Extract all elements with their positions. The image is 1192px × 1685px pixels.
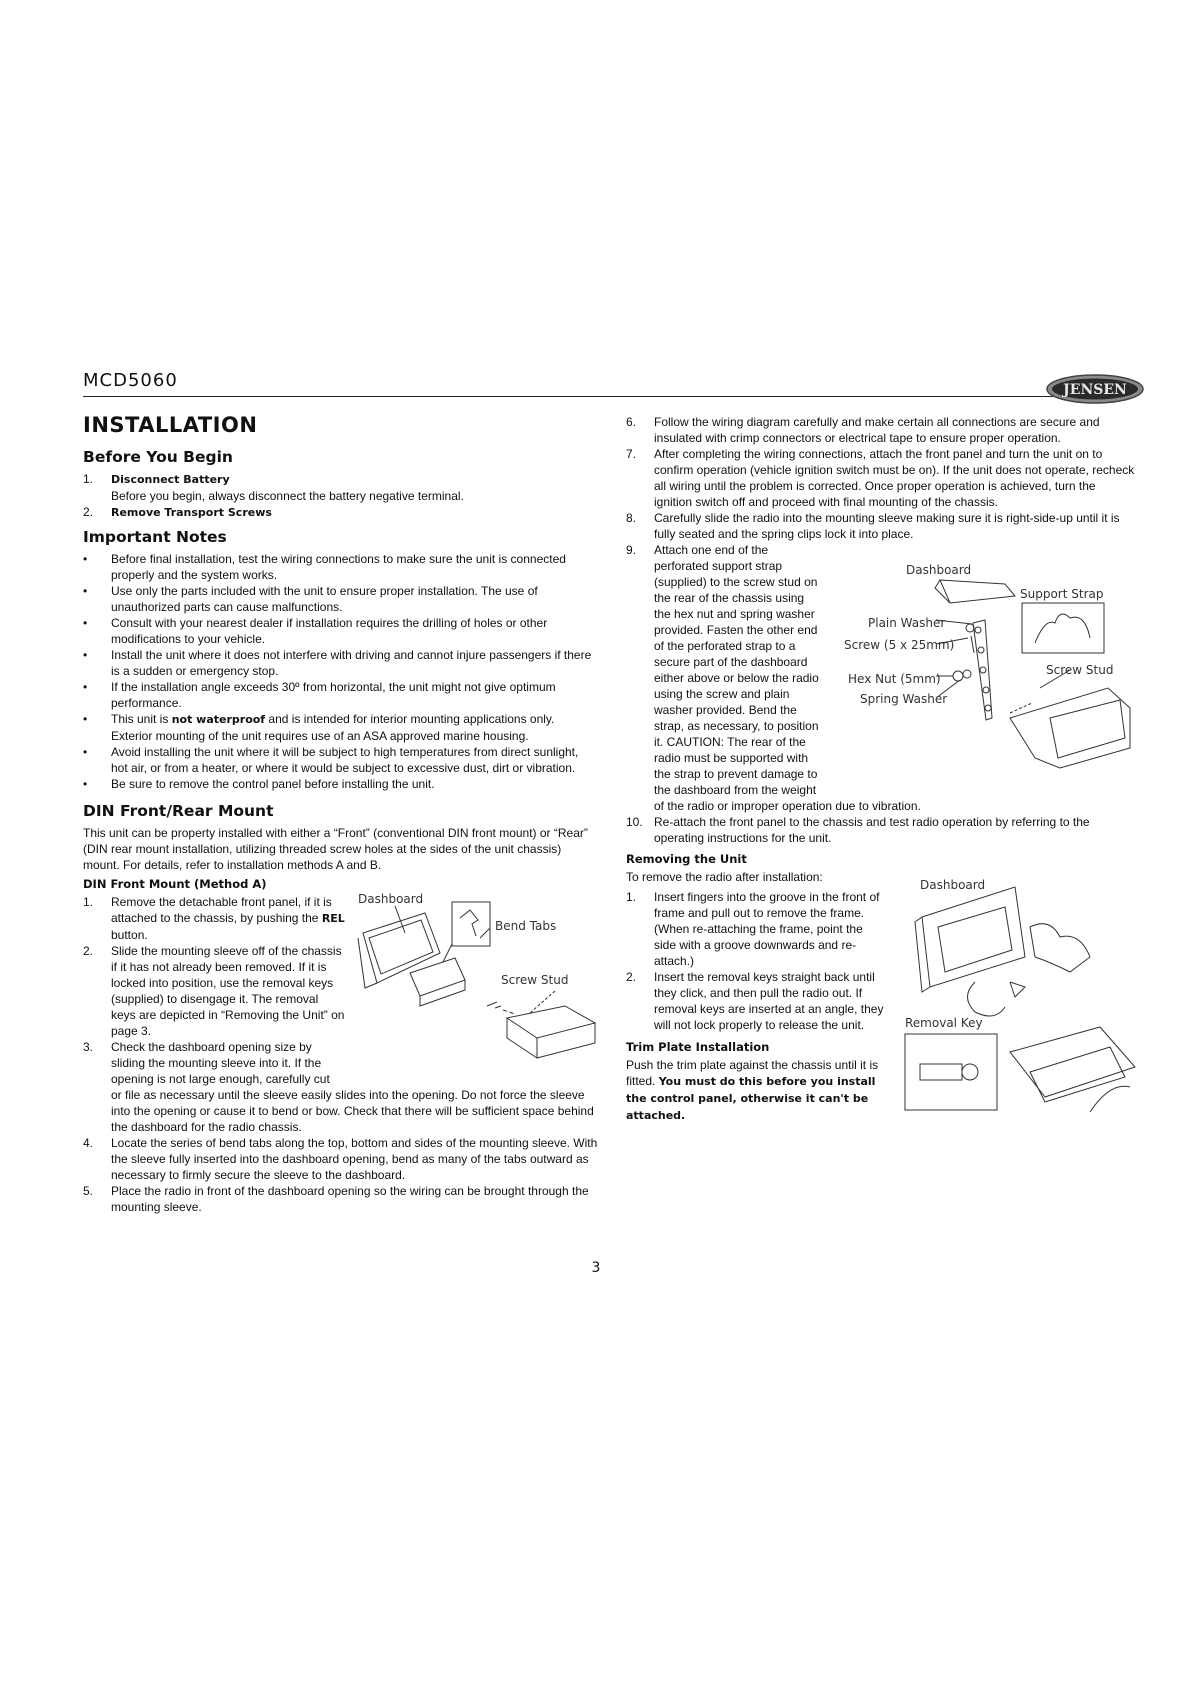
remove-step: 2. Insert the removal keys straight back until they click, and then pull the radio out. If removal keys are inserted at an angle, they will not lock properly to release the unit. [626,970,884,1032]
before-heading: Before You Begin [83,448,233,466]
removal-diagram [900,872,1145,1140]
method-step: 4. Locate the series of bend tabs along the top, bottom and sides of the mounting sleeve. With the sleeve fully inserted into the dashboard opening, bend as many of the tabs outward as necessary to firmly secure the sleeve to the dashboard. [83,1136,598,1182]
removing-intro: To remove the radio after installation: [626,870,823,884]
fig-label-support-strap: Support Strap [1020,587,1104,601]
remove-step: 1. Insert fingers into the groove in the front of frame and pull out to remove the frame. (When re-attaching the frame, point the side with a groove downwards and re-attach.) [626,890,880,968]
note-item: • Before final installation, test the wiring connections to make sure the unit is connected properly and the system works. [83,552,566,582]
note-item: • Avoid installing the unit where it will be subject to high temperatures from direct sunlight, hot air, or from a heater, or where it would be subject to excessive dust, dirt or vibration. [83,745,579,775]
front-mount-diagram [355,888,605,1078]
before-item-label: Remove Transport Screws [111,506,272,519]
fig-label-dashboard: Dashboard [906,563,972,577]
fig-label-hex-nut: Hex Nut (5mm) [848,672,941,686]
fig-label-bend-tabs: Bend Tabs [495,919,557,933]
page-number: 3 [591,1260,601,1276]
jensen-logo [1045,373,1145,405]
fig-label-screw-stud: Screw Stud [501,973,569,987]
fig-label-removal-key: Removal Key [905,1016,983,1030]
section-title: INSTALLATION [83,413,258,437]
before-item-text: Before you begin, always disconnect the battery negative terminal. [111,489,464,503]
method-step: 2. Slide the mounting sleeve off of the chassis if it has not already been removed. If it is locked into position, use the removal keys (supplied) to disengage it. The removal keys are depicted in “Removing the Unit” on page 3. [83,944,345,1038]
before-item: 1. Disconnect Battery Before you begin, always disconnect the battery negative terminal. [83,472,464,503]
trim-text: Push the trim plate against the chassis until it is fitted. You must do this before you install the control panel, otherwise it can't be attached. [626,1058,879,1122]
note-item: • This unit is not waterproof and is intended for interior mounting applications only. Exterior mounting of the unit requires use of an ASA approved marine housing. [83,712,555,743]
fig-label-screw-stud: Screw Stud [1046,663,1114,677]
note-item: • Be sure to remove the control panel before installing the unit. [83,777,435,791]
fig-label-dashboard: Dashboard [920,878,986,892]
method-step: 1. Remove the detachable front panel, if it is attached to the chassis, by pushing the REL button. [83,895,345,942]
install-step: 9. Attach one end of the perforated support strap (supplied) to the screw stud on the rear of the chassis using the hex nut and spring washer provided. Fasten the other end of the perforated strap to a secure part of the dashboard either above or below the radio using the screw and plain washer provided. Bend the strap, as necessary, to position it. CAUTION: The rear of the radio must be supported with the strap to prevent damage to the dashboard from the weight [626,543,819,797]
fig-label-plain-washer: Plain Washer [868,616,946,630]
din-heading: DIN Front/Rear Mount [83,802,274,820]
fig-label-screw: Screw (5 x 25mm) [844,638,955,652]
note-item: • Consult with your nearest dealer if installation requires the drilling of holes or other modifications to your vehicle. [83,616,548,646]
method-a-heading: DIN Front Mount (Method A) [83,877,267,891]
notes-heading: Important Notes [83,528,227,546]
left-column [83,412,598,1215]
removing-heading: Removing the Unit [626,852,747,866]
fig-label-spring-washer: Spring Washer [860,692,948,706]
header-divider [83,396,1131,397]
note-item: • If the installation angle exceeds 30º from horizontal, the unit might not give optimum performance. [83,680,556,710]
trim-heading: Trim Plate Installation [626,1040,770,1054]
install-step-continued: of the radio or improper operation due to vibration. [654,799,921,813]
before-item: 2. Remove Transport Screws [83,505,272,519]
before-item-label: Disconnect Battery [111,473,230,486]
logo-text: JENSEN [1063,382,1127,398]
install-step: 6. Follow the wiring diagram carefully and make certain all connections are secure and insulated with crimp connectors or electrical tape to ensure proper operation. [626,415,1100,445]
method-step-continued: or file as necessary until the sleeve easily slides into the opening. Do not force the sleeve into the opening or cause it to bend or bow. Check that there will be sufficient space behind the dashboard for the radio chassis. [111,1088,594,1134]
model-number: MCD5060 [83,370,178,391]
fig-label-dashboard: Dashboard [358,892,424,906]
method-step: 3. Check the dashboard opening size by sliding the mounting sleeve into it. If the opening is not large enough, carefully cut [83,1040,330,1086]
install-step: 8. Carefully slide the radio into the mounting sleeve making sure it is right-side-up until it is fully seated and the spring clips lock it into place. [626,511,1120,541]
method-step: 5. Place the radio in front of the dashboard opening so the wiring can be brought through the mounting sleeve. [83,1184,589,1214]
note-item: • Install the unit where it does not interfere with driving and cannot injure passengers if there is a sudden or emergency stop. [83,648,592,678]
note-item: • Use only the parts included with the unit to ensure proper installation. The use of unauthorized parts can cause malfunctions. [83,584,538,614]
install-step: 7. After completing the wiring connections, attach the front panel and turn the unit on to confirm operation (vehicle ignition switch must be on). If the unit does not operate, recheck all wiring until the problem is corrected. Once proper operation is achieved, turn the ignition switch off and proceed with final mounting of the chassis. [626,447,1135,509]
din-intro: This unit can be property installed with either a “Front” (conventional DIN front mount) or “Rear” (DIN rear mount installation, utilizing threaded screw holes at the sides of the unit chassis) mount. For details, refer to installation methods A and B. [83,826,588,872]
install-step: 10. Re-attach the front panel to the chassis and test radio operation by referring to the operating instructions for the unit. [626,815,1090,845]
support-strap-diagram [840,558,1140,788]
